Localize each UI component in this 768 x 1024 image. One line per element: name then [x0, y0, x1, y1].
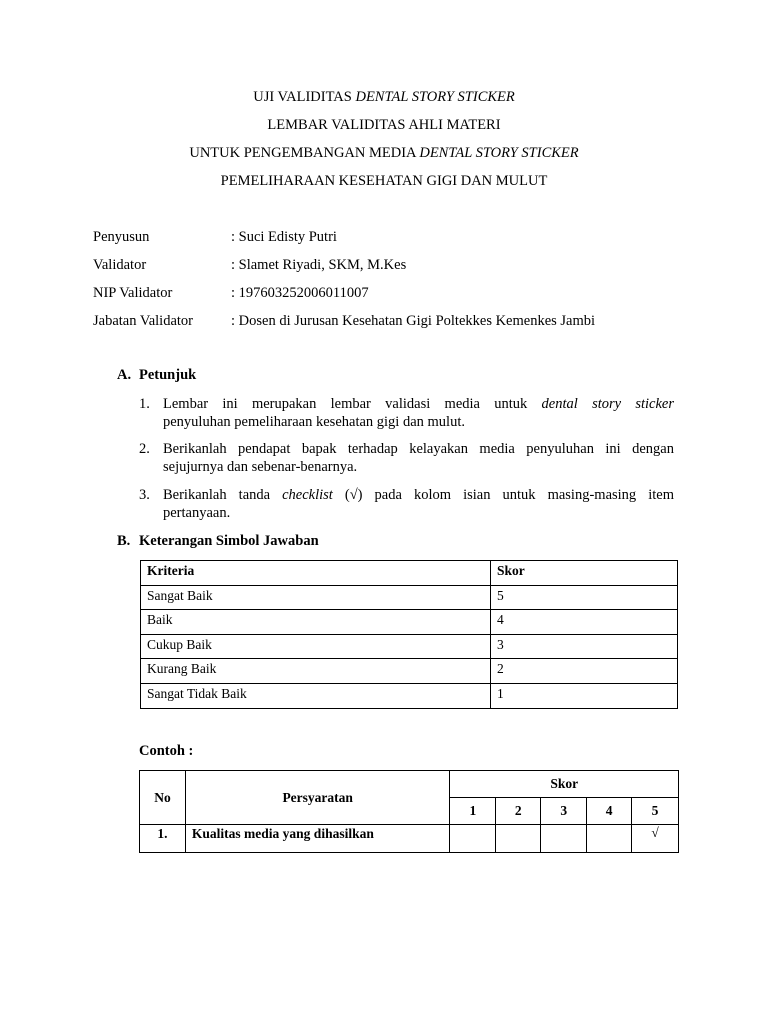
title-line-1: UJI VALIDITAS DENTAL STORY STICKER — [253, 89, 515, 105]
section-b-title: Keterangan Simbol Jawaban — [139, 533, 319, 549]
score-cell: 5 — [491, 585, 678, 610]
example-row-requirement: Kualitas media yang dihasilkan — [185, 825, 450, 853]
info-value-validator: : Slamet Riyadi, SKM, M.Kes — [231, 257, 407, 273]
example-mark-1 — [450, 825, 496, 853]
info-label-penyusun: Penyusun — [93, 229, 150, 245]
instruction-1-number: 1. — [139, 396, 150, 412]
info-label-validator: Validator — [93, 257, 147, 273]
example-header-row — [140, 771, 679, 798]
score-cell: 3 — [491, 634, 678, 659]
criteria-table-header-row — [141, 561, 678, 586]
info-label-nip: NIP Validator — [93, 285, 173, 301]
title-line-2: LEMBAR VALIDITAS AHLI MATERI — [267, 117, 501, 133]
requirement-header: Persyaratan — [185, 771, 450, 825]
example-mark-2 — [496, 825, 541, 853]
score-col-1: 1 — [450, 798, 496, 825]
table-row — [140, 825, 679, 853]
example-table — [139, 770, 679, 853]
criteria-cell: Baik — [141, 610, 491, 635]
section-a-letter: A. — [117, 367, 132, 383]
example-mark-4 — [587, 825, 632, 853]
score-col-3: 3 — [541, 798, 587, 825]
score-col-2: 2 — [496, 798, 541, 825]
section-a-title: Petunjuk — [139, 367, 197, 383]
instruction-3-number: 3. — [139, 487, 150, 503]
section-b-letter: B. — [117, 533, 131, 549]
criteria-table — [140, 560, 678, 709]
criteria-cell: Sangat Tidak Baik — [141, 683, 491, 708]
title-line-3: UNTUK PENGEMBANGAN MEDIA DENTAL STORY STICKER — [189, 145, 579, 161]
example-mark-3 — [541, 825, 587, 853]
table-row — [141, 683, 678, 708]
score-col-5: 5 — [632, 798, 679, 825]
criteria-header: Kriteria — [141, 561, 491, 586]
criteria-cell: Sangat Baik — [141, 585, 491, 610]
example-mark-5: √ — [632, 825, 679, 853]
score-group-header: Skor — [450, 771, 679, 798]
criteria-cell: Cukup Baik — [141, 634, 491, 659]
score-header: Skor — [491, 561, 678, 586]
info-label-jabatan: Jabatan Validator — [93, 313, 193, 329]
score-cell: 1 — [491, 683, 678, 708]
table-row — [141, 585, 678, 610]
example-row-no: 1. — [140, 825, 186, 853]
criteria-cell: Kurang Baik — [141, 659, 491, 684]
table-row — [141, 610, 678, 635]
table-row — [141, 634, 678, 659]
info-value-jabatan: : Dosen di Jurusan Kesehatan Gigi Poltekkes Kemenkes Jambi — [231, 313, 596, 329]
instruction-1-text: Lembar ini merupakan lembar validasi media untuk dental story sticker penyuluhan pemeliharaan kesehatan gigi dan mulut. — [163, 396, 674, 430]
instruction-2-text: Berikanlah pendapat bapak terhadap kelayakan media penyuluhan ini dengan sejujurnya dan sebenar-benarnya. — [163, 441, 674, 475]
score-col-4: 4 — [587, 798, 632, 825]
title-line-4: PEMELIHARAAN KESEHATAN GIGI DAN MULUT — [220, 173, 548, 189]
score-cell: 2 — [491, 659, 678, 684]
instruction-3-text: Berikanlah tanda checklist (√) pada kolom isian untuk masing-masing item pertanyaan. — [163, 487, 674, 521]
no-header: No — [140, 771, 186, 825]
example-label: Contoh : — [139, 743, 194, 759]
info-value-penyusun: : Suci Edisty Putri — [231, 229, 337, 245]
instruction-2-number: 2. — [139, 441, 150, 457]
score-cell: 4 — [491, 610, 678, 635]
table-row — [141, 659, 678, 684]
info-value-nip: : 197603252006011007 — [231, 285, 369, 301]
